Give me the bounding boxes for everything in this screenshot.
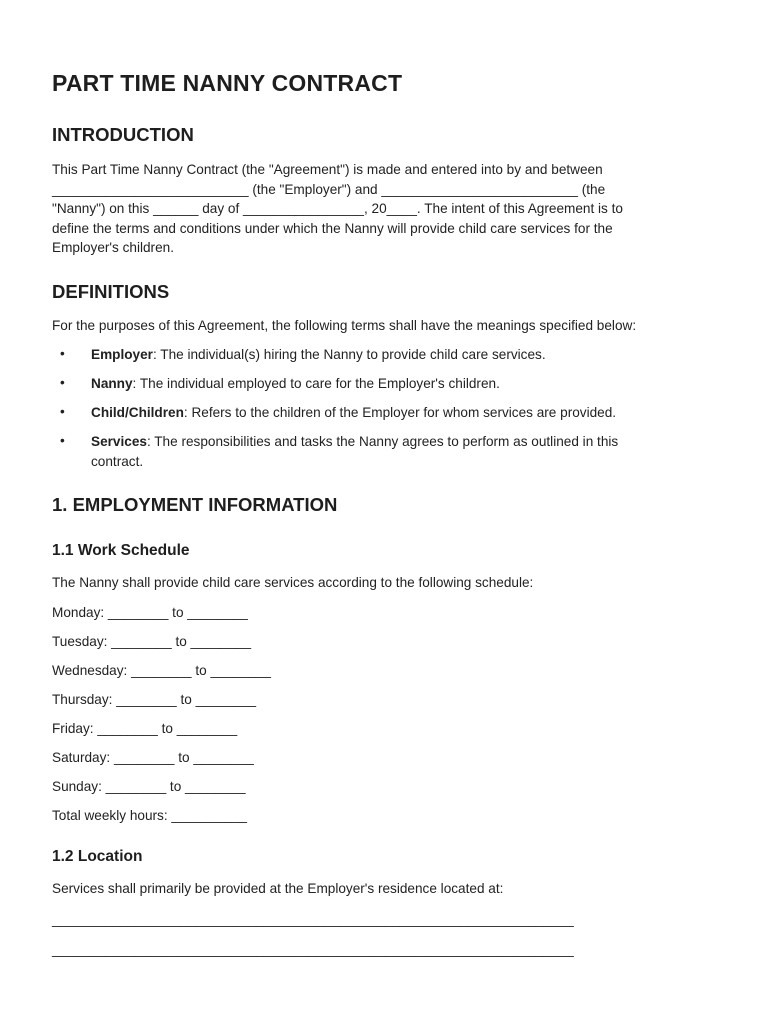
location-address-line-1: _____________________________________________________________________ — [52, 912, 574, 927]
definition-term: Child/Children — [91, 405, 184, 420]
definition-item-nanny — [91, 374, 500, 394]
location-heading: 1.2 Location — [52, 848, 143, 865]
introduction-line-3: "Nanny") on this ______ day of ________________, 20____. The intent of this Agreement is to — [52, 201, 623, 216]
definition-item-children — [91, 403, 616, 423]
schedule-thursday: Thursday: ________ to ________ — [52, 692, 257, 707]
document-title: PART TIME NANNY CONTRACT — [52, 70, 403, 96]
definition-term: Employer — [91, 347, 153, 362]
definitions-intro: For the purposes of this Agreement, the following terms shall have the meanings specified below: — [52, 318, 637, 333]
schedule-sunday: Sunday: ________ to ________ — [52, 779, 246, 794]
schedule-total-hours: Total weekly hours: __________ — [52, 808, 247, 823]
work-schedule-heading: 1.1 Work Schedule — [52, 542, 190, 559]
definition-text: : Refers to the children of the Employer for whom services are provided. — [183, 405, 617, 420]
definition-text: : The responsibilities and tasks the Nanny agrees to perform as outlined in this — [146, 434, 619, 449]
introduction-line-1: This Part Time Nanny Contract (the "Agreement") is made and entered into by and between — [52, 162, 603, 177]
bullet-icon: • — [60, 404, 65, 419]
definition-item-services-continuation: contract. — [91, 453, 144, 469]
location-intro: Services shall primarily be provided at the Employer's residence located at: — [52, 881, 504, 896]
schedule-friday: Friday: ________ to ________ — [52, 721, 238, 736]
definition-term: Services — [91, 434, 147, 449]
schedule-monday: Monday: ________ to ________ — [52, 605, 248, 620]
definition-item-services — [91, 432, 618, 452]
schedule-saturday: Saturday: ________ to ________ — [52, 750, 254, 765]
bullet-icon: • — [60, 433, 65, 448]
introduction-line-5: Employer's children. — [52, 240, 174, 255]
definition-item-employer — [91, 345, 546, 365]
definition-text: : The individual employed to care for the Employer's children. — [132, 376, 500, 391]
location-address-line-2: _____________________________________________________________________ — [52, 942, 574, 957]
bullet-icon: • — [60, 346, 65, 361]
definition-text: : The individual(s) hiring the Nanny to provide child care services. — [152, 347, 546, 362]
schedule-tuesday: Tuesday: ________ to ________ — [52, 634, 252, 649]
schedule-wednesday: Wednesday: ________ to ________ — [52, 663, 271, 678]
definitions-heading: DEFINITIONS — [52, 281, 170, 302]
introduction-line-4: define the terms and conditions under which the Nanny will provide child care services for the — [52, 220, 613, 236]
bullet-icon: • — [60, 375, 65, 390]
introduction-line-2: __________________________ (the "Employer") and __________________________ (the — [52, 181, 606, 197]
employment-heading: 1. EMPLOYMENT INFORMATION — [52, 494, 338, 515]
introduction-heading: INTRODUCTION — [52, 124, 194, 145]
definition-term: Nanny — [91, 376, 133, 391]
work-schedule-intro: The Nanny shall provide child care services according to the following schedule: — [52, 575, 534, 590]
